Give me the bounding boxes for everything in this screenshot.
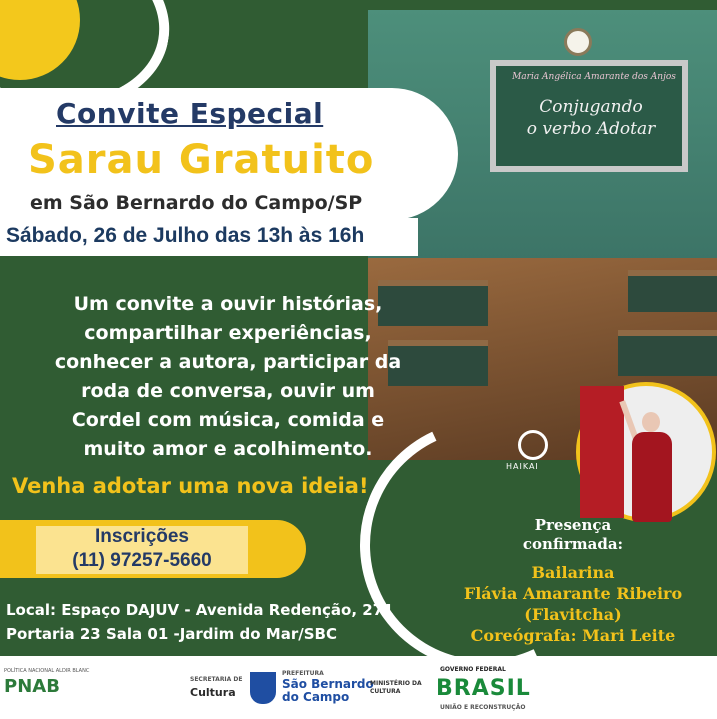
description-line: Um convite a ouvir histórias, [73, 293, 383, 315]
presence-name: Flávia Amarante Ribeiro [463, 584, 683, 603]
sbc-logo [282, 678, 374, 704]
cultura-caption: SECRETARIA DE [190, 676, 243, 683]
registration-phone[interactable]: (11) 97257-5660 [72, 550, 212, 571]
brasil-logo: BRASIL [436, 676, 531, 701]
desk [628, 270, 717, 312]
registration-title: Inscrições [95, 526, 189, 547]
address-line: Local: Espaço DAJUV - Avenida Redenção, 271 [6, 601, 394, 619]
chalkboard-line: Conjugando [539, 97, 643, 117]
dancer-dress [632, 432, 672, 522]
chalkboard-author: Maria Angélica Amarante dos Anjos [512, 72, 676, 82]
sbc-logo-line: São Bernardo [282, 677, 374, 691]
description-line: compartilhar experiências, [84, 322, 372, 344]
event-date: Sábado, 26 de Julho das 13h às 16h [6, 224, 365, 247]
presence-line: confirmada: [522, 535, 624, 553]
dancer-head [642, 412, 660, 432]
description-line: muito amor e acolhimento. [83, 438, 373, 460]
address-line: Portaria 23 Sala 01 -Jardim do Mar/SBC [6, 625, 337, 643]
ministry-logo [370, 680, 422, 696]
event-title: Sarau Gratuito [28, 137, 375, 183]
dancer-photo [576, 382, 716, 522]
desk [618, 330, 717, 376]
chalkboard-line: o verbo Adotar [526, 119, 656, 139]
event-address [6, 598, 394, 646]
chalkboard [490, 60, 688, 172]
description-line: roda de conversa, ouvir um [81, 380, 375, 402]
presence-details [430, 562, 716, 646]
sbc-logo-line: do Campo [282, 690, 350, 704]
ministry-line: CULTURA [370, 688, 401, 695]
event-city: em São Bernardo do Campo/SP [30, 192, 363, 214]
event-description [18, 290, 438, 464]
ministry-line: MINISTÉRIO DA [370, 680, 422, 687]
presence-line: Presença [534, 516, 612, 534]
presence-nickname: (Flavitcha) [524, 605, 622, 624]
description-line: Cordel com música, comida e [71, 409, 385, 431]
gov-caption: GOVERNO FEDERAL [440, 666, 506, 673]
pnab-caption: POLÍTICA NACIONAL ALDIR BLANC [4, 668, 90, 674]
red-curtain [580, 386, 624, 518]
haikai-logo-text: HAIKAI [506, 462, 539, 471]
presence-choreographer: Coreógrafa: Mari Leite [470, 626, 676, 645]
clock-icon [564, 28, 592, 56]
sbc-caption: PREFEITURA [282, 670, 324, 677]
sbc-shield-icon [250, 672, 276, 704]
description-line: conhecer a autora, participar da [54, 351, 402, 373]
call-to-action: Venha adotar uma nova ideia! [12, 474, 369, 498]
cultura-logo: Cultura [190, 686, 236, 699]
presence-role: Bailarina [531, 563, 615, 582]
presence-heading [430, 516, 716, 554]
pnab-logo: PNAB [4, 676, 60, 697]
invite-title: Convite Especial [56, 97, 324, 130]
chalkboard-text [506, 96, 676, 140]
brasil-caption: UNIÃO E RECONSTRUÇÃO [440, 704, 526, 711]
